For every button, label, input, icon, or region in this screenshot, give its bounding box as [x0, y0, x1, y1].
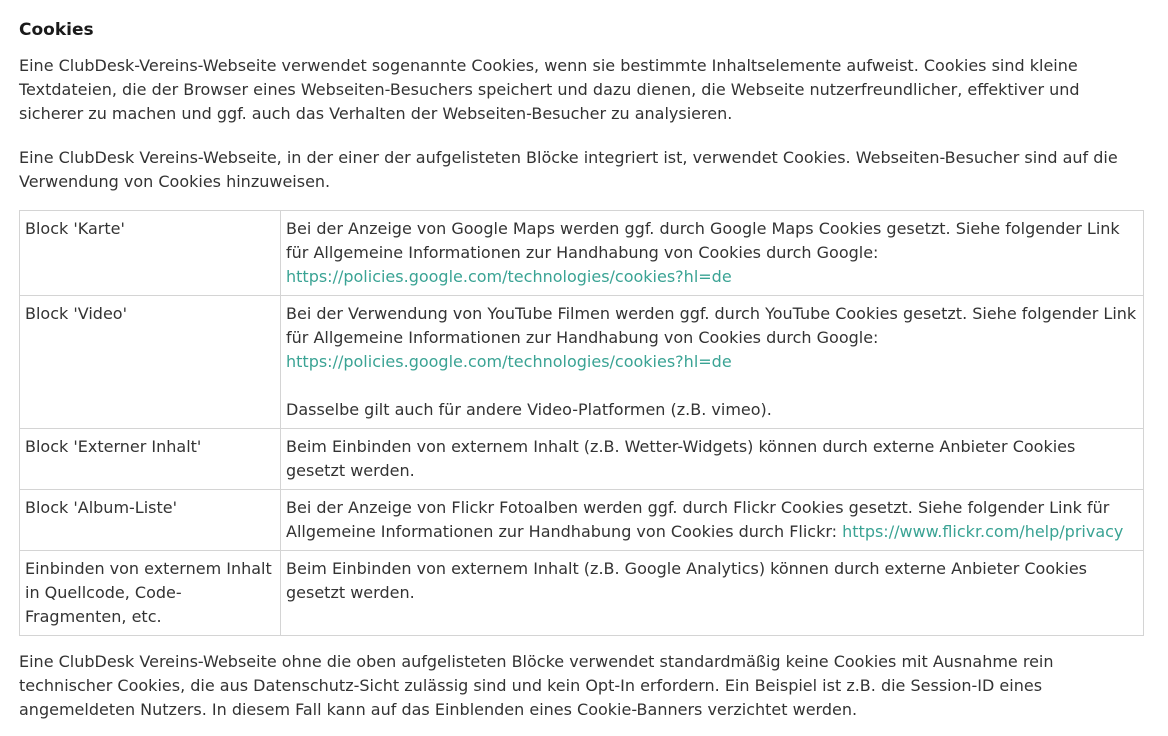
table-row [20, 211, 1144, 296]
block-description-cell: Beim Einbinden von externem Inhalt (z.B. Wetter-Widgets) können durch externe Anbieter Cookies gesetzt werden. [281, 429, 1144, 490]
section-heading: Cookies [19, 20, 94, 40]
table-row [20, 551, 1144, 636]
cookie-blocks-table [19, 210, 1144, 636]
block-description: Bei der Anzeige von Google Maps werden ggf. durch Google Maps Cookies gesetzt. Siehe folgender Link für Allgemeine Informationen zur Handhabung von Cookies durch Google: [286, 219, 1120, 262]
block-name-cell: Einbinden von externem Inhalt in Quellcode, Code-Fragmenten, etc. [20, 551, 281, 636]
block-name-cell: Block 'Karte' [20, 211, 281, 296]
block-name-cell: Block 'Externer Inhalt' [20, 429, 281, 490]
flickr-privacy-link[interactable]: https://www.flickr.com/help/privacy [842, 522, 1124, 541]
table-row [20, 490, 1144, 551]
block-description-cell: Beim Einbinden von externem Inhalt (z.B. Google Analytics) können durch externe Anbieter Cookies gesetzt werden. [281, 551, 1144, 636]
block-description-cell [281, 296, 1144, 429]
video-platforms-note: Dasselbe gilt auch für andere Video-Platformen (z.B. vimeo). [286, 400, 772, 419]
block-name-cell: Block 'Album-Liste' [20, 490, 281, 551]
google-cookies-link[interactable]: https://policies.google.com/technologies/cookies?hl=de [286, 267, 732, 286]
google-cookies-link[interactable]: https://policies.google.com/technologies/cookies?hl=de [286, 352, 732, 371]
block-description-cell [281, 490, 1144, 551]
block-description: Bei der Anzeige von Flickr Fotoalben werden ggf. durch Flickr Cookies gesetzt. Siehe folgender Link für Allgemeine Informationen zur Handhabung von Cookies durch Flickr: [286, 498, 1110, 541]
table-row [20, 296, 1144, 429]
block-name-cell: Block 'Video' [20, 296, 281, 429]
table-row [20, 429, 1144, 490]
intro-paragraph: Eine ClubDesk Vereins-Webseite, in der einer der aufgelisteten Blöcke integriert ist, verwendet Cookies. Webseiten-Besucher sind auf die Verwendung von Cookies hinzuweisen. [19, 148, 1118, 191]
block-description-cell [281, 211, 1144, 296]
intro-paragraph: Eine ClubDesk-Vereins-Webseite verwendet sogenannte Cookies, wenn sie bestimmte Inhaltselemente aufweist. Cookies sind kleine Textdateien, die der Browser eines Webseiten-Besuchers speichert und dazu dienen, die Webseite nutzerfreundlicher, effektiver und sicherer zu machen und ggf. auch das Verhalten der Webseiten-Besucher zu analysieren. [19, 56, 1080, 123]
block-description: Bei der Verwendung von YouTube Filmen werden ggf. durch YouTube Cookies gesetzt. Siehe folgender Link für Allgemeine Informationen zur Handhabung von Cookies durch Google: [286, 304, 1137, 347]
outro-paragraph: Eine ClubDesk Vereins-Webseite ohne die oben aufgelisteten Blöcke verwendet standardmäßig keine Cookies mit Ausnahme rein technischer Cookies, die aus Datenschutz-Sicht zulässig sind und kein Opt-In erfordern. Ein Beispiel ist z.B. die Session-ID eines angemeldeten Nutzers. In diesem Fall kann auf das Einblenden eines Cookie-Banners verzichtet werden. [19, 652, 1054, 719]
